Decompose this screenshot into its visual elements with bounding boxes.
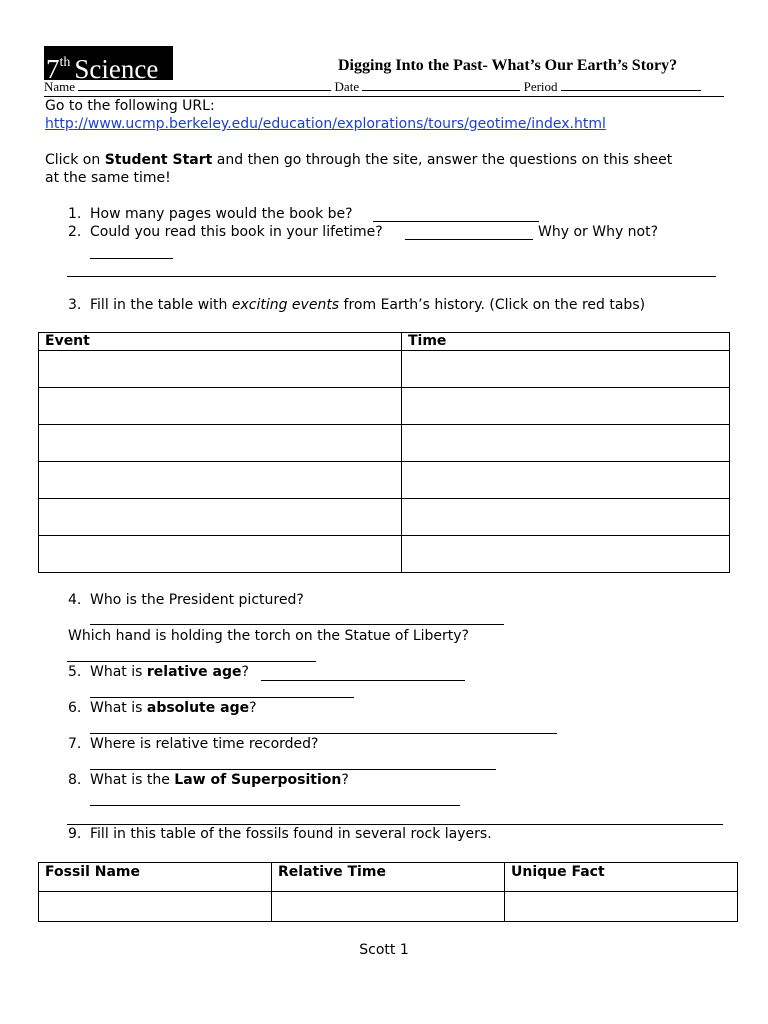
q8-number: 8. [68, 772, 82, 788]
col-unique-fact: Unique Fact [505, 863, 738, 892]
instr-pre: Click on [45, 152, 105, 168]
time-cell[interactable] [402, 388, 730, 425]
q5-number: 5. [68, 664, 82, 680]
events-table [38, 332, 730, 573]
name-date-period-row [44, 78, 724, 95]
q3-text [90, 297, 645, 313]
col-relative-time: Relative Time [272, 863, 505, 892]
col-fossil-name: Fossil Name [39, 863, 272, 892]
grade-number: 7 [46, 54, 60, 84]
q6-answer-line [90, 733, 557, 734]
q5-post: ? [241, 664, 249, 680]
table-row [39, 499, 730, 536]
q4-text: Who is the President pictured? [90, 592, 304, 608]
q4b-answer-line [67, 661, 316, 662]
q4-number: 4. [68, 592, 82, 608]
date-blank [362, 78, 520, 91]
q8-post: ? [341, 772, 349, 788]
q2-answer-line [405, 239, 533, 240]
q5-inline-line [261, 680, 465, 681]
q3-number: 3. [68, 297, 82, 313]
q8-pre: What is the [90, 772, 175, 788]
fossil-name-cell[interactable] [39, 892, 272, 922]
q3-pre: Fill in the table with [90, 297, 232, 313]
period-label: Period [523, 79, 558, 94]
q3-post: from Earth’s history. (Click on the red tabs) [339, 297, 646, 313]
grade-badge [44, 46, 173, 84]
q2-text: Could you read this book in your lifetime? [90, 224, 383, 240]
col-time: Time [402, 333, 730, 351]
period-blank [561, 78, 701, 91]
table-row [39, 536, 730, 573]
fossil-table [38, 862, 738, 922]
instructions-line1 [45, 152, 672, 168]
q1-number: 1. [68, 206, 82, 222]
table-row [39, 351, 730, 388]
name-label: Name [44, 79, 76, 94]
header-rule [44, 96, 724, 97]
table-row [39, 388, 730, 425]
q8-long-line [67, 824, 723, 825]
q8-text [90, 772, 349, 788]
q5-bold: relative age [146, 664, 242, 680]
q4-answer-line [90, 624, 504, 625]
q6-number: 6. [68, 700, 82, 716]
date-label: Date [334, 79, 360, 94]
q9-text: Fill in this table of the fossils found in several rock layers. [90, 826, 492, 842]
page-footer: Scott 1 [359, 942, 409, 958]
relative-time-cell[interactable] [272, 892, 505, 922]
url-link[interactable]: http://www.ucmp.berkeley.edu/education/explorations/tours/geotime/index.html [45, 116, 606, 132]
q3-italic: exciting events [231, 297, 340, 313]
q6-pre: What is [90, 700, 147, 716]
unique-fact-cell[interactable] [505, 892, 738, 922]
q6-bold: absolute age [146, 700, 250, 716]
time-cell[interactable] [402, 425, 730, 462]
q4b-text: Which hand is holding the torch on the Statue of Liberty? [68, 628, 469, 644]
event-cell[interactable] [39, 536, 402, 573]
q7-text: Where is relative time recorded? [90, 736, 319, 752]
event-cell[interactable] [39, 499, 402, 536]
q2-number: 2. [68, 224, 82, 240]
q7-number: 7. [68, 736, 82, 752]
q5-answer-line [90, 697, 354, 698]
subject: Science [74, 54, 159, 84]
table-row [39, 462, 730, 499]
q2-follow: Why or Why not? [538, 224, 659, 240]
q7-answer-line [90, 769, 496, 770]
time-cell[interactable] [402, 462, 730, 499]
event-cell[interactable] [39, 388, 402, 425]
name-blank [78, 78, 331, 91]
q8-bold: Law of Superposition [174, 772, 342, 788]
q8-answer-line [90, 805, 460, 806]
instructions-line2: at the same time! [45, 170, 171, 186]
q5-text [90, 664, 249, 680]
instr-bold: Student Start [104, 152, 213, 168]
event-cell[interactable] [39, 425, 402, 462]
q5-pre: What is [90, 664, 147, 680]
instr-post: and then go through the site, answer the questions on this sheet [212, 152, 673, 168]
time-cell[interactable] [402, 536, 730, 573]
events-header-row [39, 333, 730, 351]
col-event: Event [39, 333, 402, 351]
table-row [39, 892, 738, 922]
goto-text: Go to the following URL: [45, 98, 215, 114]
q6-text [90, 700, 257, 716]
q2-long-line [67, 276, 716, 277]
fossil-header-row [39, 863, 738, 892]
worksheet-title: Digging Into the Past- What’s Our Earth’s Story? [338, 57, 678, 74]
time-cell[interactable] [402, 351, 730, 388]
table-row [39, 425, 730, 462]
event-cell[interactable] [39, 351, 402, 388]
q1-answer-line [373, 221, 539, 222]
q9-number: 9. [68, 826, 82, 842]
event-cell[interactable] [39, 462, 402, 499]
q2-short-line [90, 258, 173, 259]
grade-suffix: th [59, 55, 71, 70]
time-cell[interactable] [402, 499, 730, 536]
q1-text: How many pages would the book be? [90, 206, 353, 222]
q6-post: ? [249, 700, 257, 716]
